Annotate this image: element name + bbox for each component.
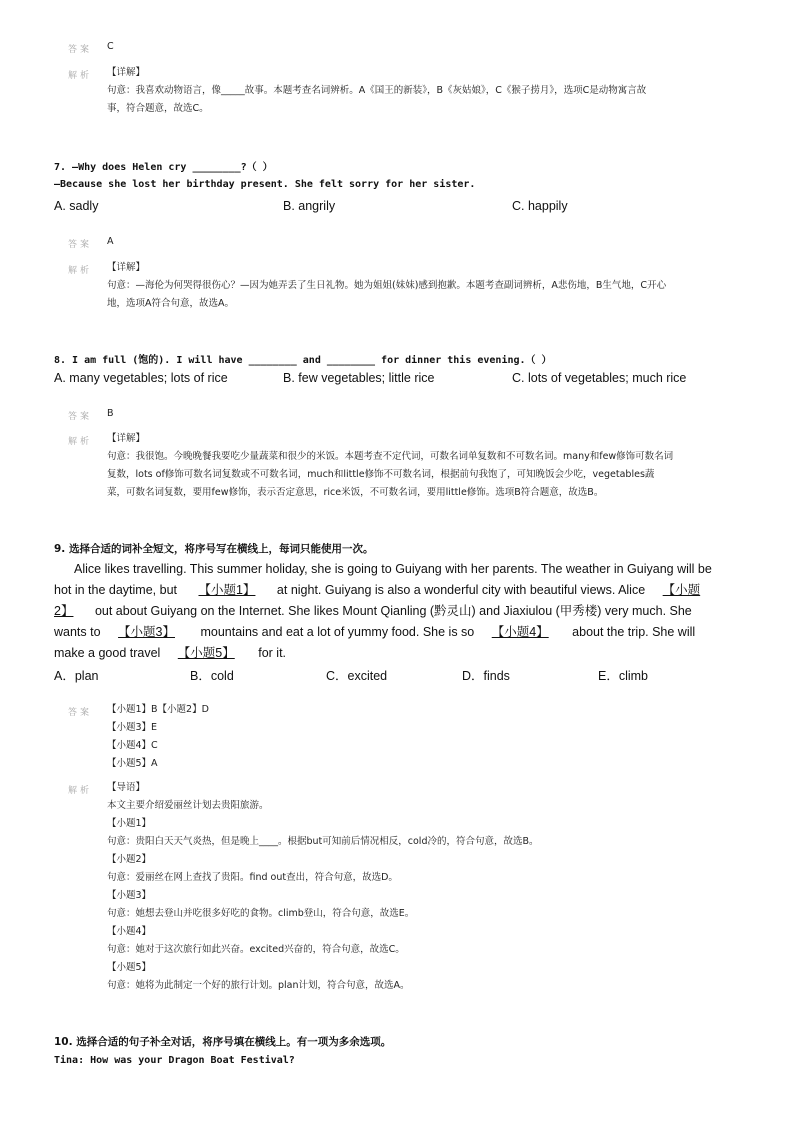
analysis-text: 【导语】	[107, 782, 146, 793]
answer-value: B	[107, 408, 114, 419]
answer-value: 【小题1】B【小题2】D	[107, 704, 209, 715]
option-b: B. few vegetables; little rice	[283, 371, 435, 385]
passage-line	[54, 643, 286, 664]
passage-text: hot in the daytime, but	[54, 583, 177, 597]
option-b: B. angrily	[283, 199, 336, 213]
answer-label: 答案	[68, 412, 93, 422]
passage-text: wants to	[54, 625, 101, 639]
analysis-label: 解析	[68, 266, 93, 276]
answer-value: A	[107, 236, 114, 247]
answer-label: 答案	[68, 708, 93, 718]
answer-label: 答案	[68, 45, 93, 55]
blank-4: 【小题4】	[491, 625, 549, 639]
question-8-stem: 8. I am full (饱的). I will have ________ and ________ for dinner this evening.（ ）	[54, 355, 552, 366]
analysis-text: 句意：爱丽丝在网上查找了贵阳。find out查出，符合句意，故选D。	[107, 872, 398, 883]
analysis-text: 复数，lots of修饰可数名词复数或不可数名词，much和little修饰不可数名词，根据前句我饱了，可知晚饭会少吃，vegetables蔬	[107, 469, 655, 480]
passage-text: for it.	[258, 646, 287, 660]
passage-line	[54, 580, 700, 601]
analysis-text: 【小题1】	[107, 818, 152, 829]
option-c: C．excited	[326, 669, 388, 683]
blank-1: 【小题1】	[198, 583, 256, 597]
analysis-text: 地，选项A符合句意，故选A。	[107, 298, 234, 309]
blank-2-cont: 2】	[54, 604, 74, 618]
question-9-stem: 9. 选择合适的词补全短文，将序号写在横线上，每词只能使用一次。	[54, 543, 374, 555]
analysis-text: 句意：我喜欢动物语言，像_____故事。本题考查名词辨析。A《国王的新装》，B《灰姑娘》，C《猴子捞月》，选项C是动物寓言故	[107, 85, 647, 96]
analysis-text: 句意：她想去登山并吃很多好吃的食物。climb登山，符合句意，故选E。	[107, 908, 415, 919]
option-a: A. many vegetables; lots of rice	[54, 371, 228, 385]
option-d: D．finds	[462, 669, 510, 683]
passage-line: Alice likes travelling. This summer holiday, she is going to Guiyang with her parents. The weather in Guiyang will be	[74, 562, 712, 576]
answer-value: C	[107, 41, 114, 52]
analysis-label: 解析	[68, 71, 93, 81]
detail-tag: 【详解】	[107, 262, 146, 273]
passage-text: out about Guiyang on the Internet. She likes Mount Qianling (黔灵山) and Jiaxiulou (甲秀楼) very much. She	[94, 604, 692, 618]
analysis-text: 句意：贵阳白天天气炎热，但是晚上____。根据but可知前后情况相反，cold冷的，符合句意，故选B。	[107, 836, 539, 847]
analysis-text: 事，符合题意，故选C。	[107, 103, 209, 114]
passage-text: at night. Guiyang is also a wonderful city with beautiful views. Alice	[276, 583, 646, 597]
passage-text: make a good travel	[54, 646, 161, 660]
blank-3: 【小题3】	[118, 625, 175, 639]
detail-tag: 【详解】	[107, 67, 146, 78]
passage-text: mountains and eat a lot of yummy food. She is so	[200, 625, 475, 639]
passage-line	[54, 601, 692, 622]
answer-value: 【小题3】E	[107, 722, 158, 733]
option-c: C. happily	[512, 199, 568, 213]
analysis-text: 句意：—海伦为何哭得很伤心？—因为她弄丢了生日礼物。她为姐姐(妹妹)感到抱歉。本题考查副词辨析，A悲伤地，B生气地，C开心	[107, 280, 667, 291]
analysis-text: 句意：她对于这次旅行如此兴奋。excited兴奋的，符合句意，故选C。	[107, 944, 405, 955]
analysis-text: 【小题5】	[107, 962, 152, 973]
option-a: A．plan	[54, 669, 99, 683]
question-7-line2: —Because she lost her birthday present. She felt sorry for her sister.	[54, 179, 476, 190]
blank-2: 【小题	[662, 583, 701, 597]
analysis-label: 解析	[68, 437, 93, 447]
passage-line	[54, 622, 695, 643]
passage-text: about the trip. She will	[572, 625, 696, 639]
analysis-text: 句意：她将为此制定一个好的旅行计划。plan计划，符合句意，故选A。	[107, 980, 410, 991]
option-e: E．climb	[598, 669, 649, 683]
analysis-text: 【小题4】	[107, 926, 152, 937]
option-a: A. sadly	[54, 199, 99, 213]
analysis-text: 【小题2】	[107, 854, 152, 865]
blank-5: 【小题5】	[177, 646, 235, 660]
analysis-text: 【小题3】	[107, 890, 152, 901]
analysis-label: 解析	[68, 786, 93, 796]
analysis-text: 本文主要介绍爱丽丝计划去贵阳旅游。	[107, 800, 269, 811]
answer-value: 【小题4】C	[107, 740, 158, 751]
option-c: C. lots of vegetables; much rice	[512, 371, 687, 385]
question-10-stem: 10. 选择合适的句子补全对话，将序号填在横线上。有一项为多余选项。	[54, 1036, 392, 1048]
analysis-text: 句意：我很饱。今晚晚餐我要吃少量蔬菜和很少的米饭。本题考查不定代词，可数名词单复数和不可数名词。many和few修饰可数名词	[107, 451, 674, 462]
answer-label: 答案	[68, 240, 93, 250]
question-7-stem: 7. —Why does Helen cry ________?（ ）	[54, 162, 273, 173]
option-b: B．cold	[190, 669, 234, 683]
analysis-text: 菜，可数名词复数，要用few修饰，表示否定意思，rice米饭，不可数名词，要用little修饰。选项B符合题意，故选B。	[107, 487, 604, 498]
question-10-line2: Tina: How was your Dragon Boat Festival?	[54, 1055, 295, 1066]
answer-value: 【小题5】A	[107, 758, 158, 769]
detail-tag: 【详解】	[107, 433, 146, 444]
